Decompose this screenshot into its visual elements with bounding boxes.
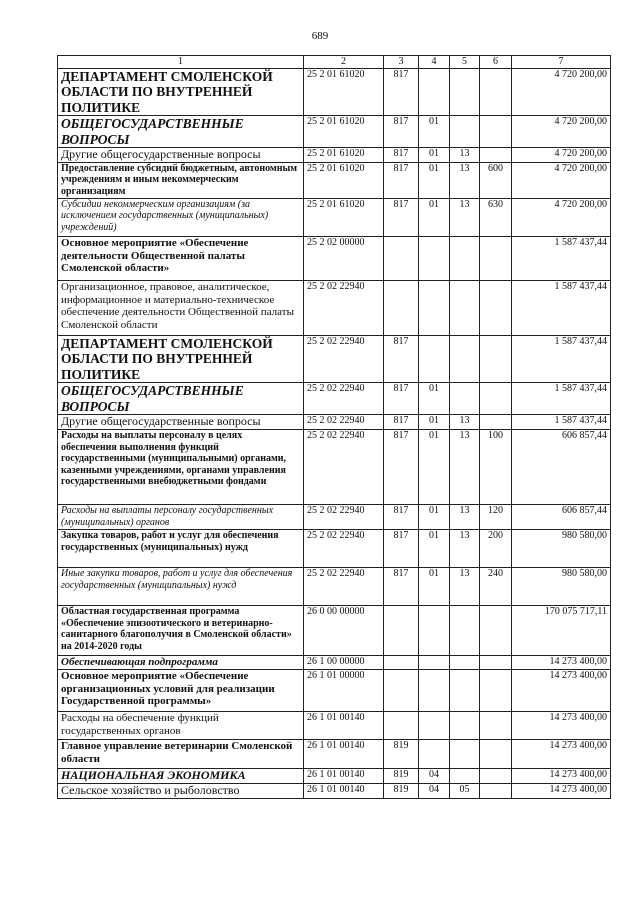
row-amount-cell: 1 587 437,44 — [512, 383, 611, 415]
row-department-code-cell: 817 — [384, 116, 419, 148]
row-department-code-cell — [384, 606, 419, 656]
row-name-cell: ДЕПАРТАМЕНТ СМОЛЕНСКОЙ ОБЛАСТИ ПО ВНУТРЕННЕЙ ПОЛИТИКЕ — [58, 68, 304, 116]
row-name-cell: ОБЩЕГОСУДАРСТВЕННЫЕ ВОПРОСЫ — [58, 383, 304, 415]
table-row — [58, 669, 611, 711]
table-row — [58, 68, 611, 116]
row-subsection-code-cell — [450, 335, 480, 383]
row-department-code-cell — [384, 669, 419, 711]
row-amount-cell: 606 857,44 — [512, 430, 611, 505]
row-code-cell: 25 2 02 22940 — [304, 335, 384, 383]
row-amount-cell: 4 720 200,00 — [512, 198, 611, 236]
row-expense-type-cell: 100 — [480, 430, 512, 505]
row-section-code-cell: 01 — [419, 162, 450, 198]
row-department-code-cell — [384, 656, 419, 670]
row-subsection-code-cell: 13 — [450, 162, 480, 198]
header-cell: 1 — [58, 56, 304, 69]
row-expense-type-cell — [480, 768, 512, 783]
row-expense-type-cell — [480, 656, 512, 670]
row-code-cell: 26 1 01 00140 — [304, 783, 384, 798]
row-section-code-cell: 01 — [419, 198, 450, 236]
table-row — [58, 198, 611, 236]
row-subsection-code-cell — [450, 669, 480, 711]
row-department-code-cell: 819 — [384, 768, 419, 783]
row-name-cell: Расходы на выплаты персоналу в целях обеспечения выполнения функций государственными (муниципальными) органами, казенными учреждениями, органами управления государственными внебюджетными фондами — [58, 430, 304, 505]
row-department-code-cell: 817 — [384, 415, 419, 430]
row-code-cell: 25 2 02 22940 — [304, 530, 384, 568]
row-amount-cell: 170 075 717,11 — [512, 606, 611, 656]
row-section-code-cell — [419, 656, 450, 670]
row-expense-type-cell — [480, 116, 512, 148]
table-row — [58, 280, 611, 335]
row-section-code-cell: 01 — [419, 415, 450, 430]
page-number: 689 — [311, 30, 329, 42]
row-subsection-code-cell — [450, 656, 480, 670]
row-amount-cell: 4 720 200,00 — [512, 148, 611, 163]
row-name-cell: Основное мероприятие «Обеспечение деятельности Общественной палаты Смоленской области» — [58, 236, 304, 280]
row-department-code-cell: 817 — [384, 430, 419, 505]
row-subsection-code-cell — [450, 280, 480, 335]
row-code-cell: 25 2 01 61020 — [304, 116, 384, 148]
table-row — [58, 162, 611, 198]
table-row — [58, 505, 611, 530]
row-code-cell: 25 2 02 22940 — [304, 415, 384, 430]
row-name-cell: Основное мероприятие «Обеспечение организационных условий для реализации Государственной программы» — [58, 669, 304, 711]
row-department-code-cell — [384, 711, 419, 739]
row-expense-type-cell — [480, 669, 512, 711]
row-name-cell: Организационное, правовое, аналитическое, информационное и материально-техническое обеспечение деятельности Общественной палаты Смоленской области — [58, 280, 304, 335]
row-name-cell: Субсидии некоммерческим организациям (за исключением государственных (муниципальных) учреждений) — [58, 198, 304, 236]
row-section-code-cell: 01 — [419, 148, 450, 163]
row-name-cell: Главное управление ветеринарии Смоленской области — [58, 739, 304, 768]
row-name-cell: Расходы на выплаты персоналу государственных (муниципальных) органов — [58, 505, 304, 530]
row-name-cell: Закупка товаров, работ и услуг для обеспечения государственных (муниципальных) нужд — [58, 530, 304, 568]
row-department-code-cell: 817 — [384, 68, 419, 116]
row-section-code-cell — [419, 236, 450, 280]
row-code-cell: 25 2 02 22940 — [304, 505, 384, 530]
row-department-code-cell: 819 — [384, 739, 419, 768]
row-department-code-cell — [384, 280, 419, 335]
row-subsection-code-cell: 13 — [450, 198, 480, 236]
row-section-code-cell: 01 — [419, 505, 450, 530]
table-row — [58, 236, 611, 280]
row-department-code-cell: 817 — [384, 505, 419, 530]
row-subsection-code-cell: 05 — [450, 783, 480, 798]
row-section-code-cell — [419, 280, 450, 335]
row-code-cell: 25 2 01 61020 — [304, 68, 384, 116]
budget-table-body — [58, 56, 611, 799]
row-section-code-cell — [419, 606, 450, 656]
row-department-code-cell: 817 — [384, 530, 419, 568]
row-code-cell: 26 1 00 00000 — [304, 656, 384, 670]
row-code-cell: 25 2 02 22940 — [304, 280, 384, 335]
row-amount-cell: 1 587 437,44 — [512, 236, 611, 280]
budget-table — [57, 55, 611, 799]
row-subsection-code-cell: 13 — [450, 505, 480, 530]
row-subsection-code-cell: 13 — [450, 415, 480, 430]
row-code-cell: 25 2 02 22940 — [304, 383, 384, 415]
row-amount-cell: 14 273 400,00 — [512, 768, 611, 783]
row-department-code-cell: 817 — [384, 383, 419, 415]
row-department-code-cell — [384, 236, 419, 280]
row-section-code-cell: 01 — [419, 430, 450, 505]
row-subsection-code-cell — [450, 711, 480, 739]
row-name-cell: ДЕПАРТАМЕНТ СМОЛЕНСКОЙ ОБЛАСТИ ПО ВНУТРЕННЕЙ ПОЛИТИКЕ — [58, 335, 304, 383]
row-code-cell: 25 2 02 22940 — [304, 568, 384, 606]
row-expense-type-cell — [480, 68, 512, 116]
table-row — [58, 711, 611, 739]
row-section-code-cell: 01 — [419, 530, 450, 568]
row-expense-type-cell: 200 — [480, 530, 512, 568]
row-code-cell: 25 2 01 61020 — [304, 148, 384, 163]
row-expense-type-cell — [480, 711, 512, 739]
row-code-cell: 26 0 00 00000 — [304, 606, 384, 656]
table-row — [58, 383, 611, 415]
row-expense-type-cell — [480, 606, 512, 656]
row-amount-cell: 14 273 400,00 — [512, 783, 611, 798]
row-expense-type-cell: 630 — [480, 198, 512, 236]
row-section-code-cell: 01 — [419, 383, 450, 415]
row-amount-cell: 4 720 200,00 — [512, 162, 611, 198]
row-department-code-cell: 817 — [384, 162, 419, 198]
row-name-cell: Обеспечивающая подпрограмма — [58, 656, 304, 670]
table-row — [58, 606, 611, 656]
table-row — [58, 430, 611, 505]
row-department-code-cell: 817 — [384, 568, 419, 606]
header-row — [58, 56, 611, 69]
table-row — [58, 335, 611, 383]
row-subsection-code-cell — [450, 68, 480, 116]
row-name-cell: Другие общегосударственные вопросы — [58, 148, 304, 163]
row-expense-type-cell — [480, 335, 512, 383]
row-name-cell: Областная государственная программа «Обеспечение эпизоотического и ветеринарно-санитарного благополучия в Смоленской области» на 2014-2020 годы — [58, 606, 304, 656]
row-code-cell: 26 1 01 00140 — [304, 739, 384, 768]
row-expense-type-cell — [480, 236, 512, 280]
row-section-code-cell — [419, 711, 450, 739]
row-amount-cell: 1 587 437,44 — [512, 280, 611, 335]
row-subsection-code-cell — [450, 383, 480, 415]
table-row — [58, 568, 611, 606]
row-department-code-cell: 817 — [384, 335, 419, 383]
row-expense-type-cell — [480, 280, 512, 335]
row-name-cell: Иные закупки товаров, работ и услуг для обеспечения государственных (муниципальных) нужд — [58, 568, 304, 606]
row-section-code-cell: 01 — [419, 568, 450, 606]
table-row — [58, 530, 611, 568]
row-amount-cell: 14 273 400,00 — [512, 711, 611, 739]
row-expense-type-cell: 120 — [480, 505, 512, 530]
row-expense-type-cell — [480, 783, 512, 798]
row-name-cell: Предоставление субсидий бюджетным, автономным учреждениям и иным некоммерческим организациям — [58, 162, 304, 198]
row-expense-type-cell — [480, 148, 512, 163]
row-code-cell: 25 2 02 22940 — [304, 430, 384, 505]
row-section-code-cell — [419, 68, 450, 116]
row-department-code-cell: 817 — [384, 198, 419, 236]
table-row — [58, 783, 611, 798]
header-cell: 7 — [512, 56, 611, 69]
row-subsection-code-cell: 13 — [450, 148, 480, 163]
row-expense-type-cell — [480, 383, 512, 415]
table-row — [58, 148, 611, 163]
row-section-code-cell — [419, 669, 450, 711]
row-subsection-code-cell — [450, 116, 480, 148]
row-section-code-cell: 04 — [419, 768, 450, 783]
row-amount-cell: 980 580,00 — [512, 568, 611, 606]
row-subsection-code-cell — [450, 236, 480, 280]
row-name-cell: НАЦИОНАЛЬНАЯ ЭКОНОМИКА — [58, 768, 304, 783]
row-amount-cell: 14 273 400,00 — [512, 669, 611, 711]
table-row — [58, 116, 611, 148]
row-code-cell: 26 1 01 00140 — [304, 768, 384, 783]
row-department-code-cell: 819 — [384, 783, 419, 798]
row-amount-cell: 606 857,44 — [512, 505, 611, 530]
row-section-code-cell — [419, 335, 450, 383]
row-amount-cell: 4 720 200,00 — [512, 116, 611, 148]
row-amount-cell: 980 580,00 — [512, 530, 611, 568]
row-subsection-code-cell: 13 — [450, 568, 480, 606]
row-name-cell: Сельское хозяйство и рыболовство — [58, 783, 304, 798]
table-row — [58, 739, 611, 768]
row-subsection-code-cell: 13 — [450, 430, 480, 505]
header-cell: 5 — [450, 56, 480, 69]
header-cell: 4 — [419, 56, 450, 69]
row-code-cell: 26 1 01 00000 — [304, 669, 384, 711]
row-expense-type-cell — [480, 415, 512, 430]
row-subsection-code-cell — [450, 739, 480, 768]
row-name-cell: Расходы на обеспечение функций государственных органов — [58, 711, 304, 739]
table-row — [58, 768, 611, 783]
row-amount-cell: 4 720 200,00 — [512, 68, 611, 116]
header-cell: 6 — [480, 56, 512, 69]
row-subsection-code-cell — [450, 768, 480, 783]
row-section-code-cell: 04 — [419, 783, 450, 798]
row-expense-type-cell: 600 — [480, 162, 512, 198]
row-section-code-cell: 01 — [419, 116, 450, 148]
row-code-cell: 25 2 02 00000 — [304, 236, 384, 280]
row-amount-cell: 14 273 400,00 — [512, 656, 611, 670]
table-row — [58, 415, 611, 430]
row-name-cell: Другие общегосударственные вопросы — [58, 415, 304, 430]
header-cell: 2 — [304, 56, 384, 69]
row-subsection-code-cell — [450, 606, 480, 656]
row-amount-cell: 1 587 437,44 — [512, 335, 611, 383]
row-subsection-code-cell: 13 — [450, 530, 480, 568]
header-cell: 3 — [384, 56, 419, 69]
table-row — [58, 656, 611, 670]
row-code-cell: 26 1 01 00140 — [304, 711, 384, 739]
row-amount-cell: 1 587 437,44 — [512, 415, 611, 430]
row-name-cell: ОБЩЕГОСУДАРСТВЕННЫЕ ВОПРОСЫ — [58, 116, 304, 148]
row-expense-type-cell: 240 — [480, 568, 512, 606]
row-expense-type-cell — [480, 739, 512, 768]
row-code-cell: 25 2 01 61020 — [304, 198, 384, 236]
row-amount-cell: 14 273 400,00 — [512, 739, 611, 768]
row-department-code-cell: 817 — [384, 148, 419, 163]
row-section-code-cell — [419, 739, 450, 768]
row-code-cell: 25 2 01 61020 — [304, 162, 384, 198]
